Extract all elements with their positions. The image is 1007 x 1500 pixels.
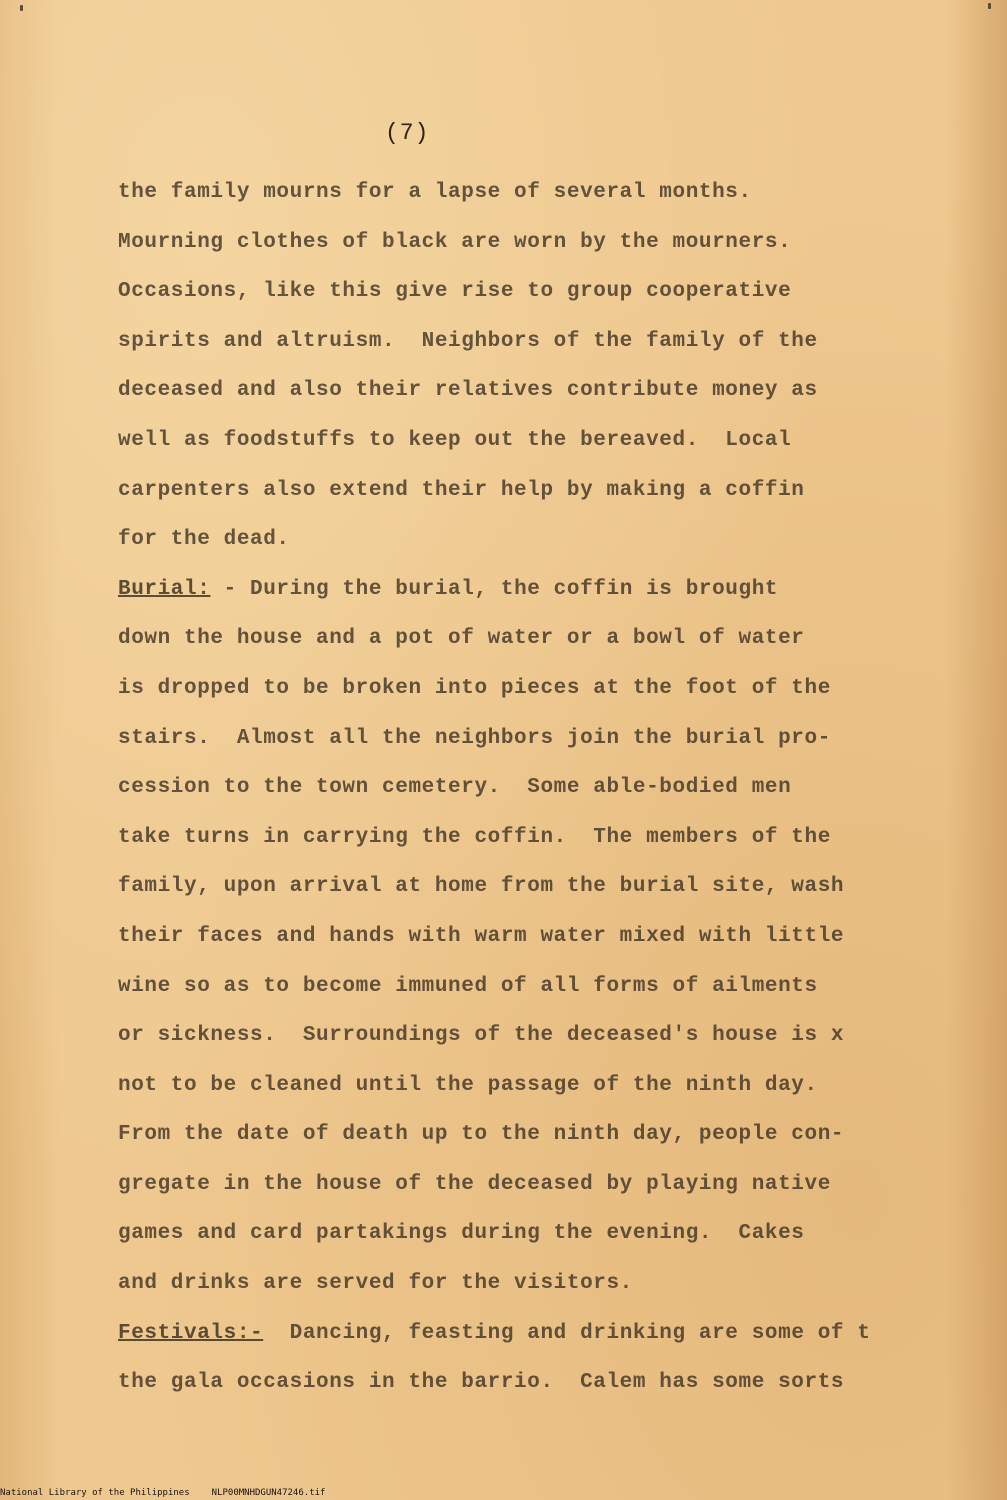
text-line: family, upon arrival at home from the burial site, wash [118, 875, 845, 899]
text-line: Mourning clothes of black are worn by the mourners. [118, 230, 792, 254]
text-line: or sickness. Surroundings of the deceased's house is x [118, 1024, 845, 1048]
text-line-festivals [118, 1309, 978, 1359]
text-line: for the dead. [118, 528, 290, 552]
text-line: cession to the town cemetery. Some able-bodied men [118, 776, 792, 800]
footer-filename: NLP00MNHDGUN47246.tif [211, 1488, 326, 1498]
text-line: is dropped to be broken into pieces at the foot of the [118, 676, 831, 700]
text-line: deceased and also their relatives contribute money as [118, 379, 818, 403]
scan-footer [0, 1488, 347, 1498]
heading-separator [263, 1322, 289, 1345]
text-line: Occasions, like this give rise to group cooperative [118, 280, 792, 304]
heading-separator: - [210, 577, 251, 601]
text-line: carpenters also extend their help by making a coffin [118, 478, 805, 502]
line-text: During the burial, the coffin is brought [250, 577, 779, 601]
line-text: Dancing, feasting and drinking are some of t [289, 1321, 871, 1345]
text-line: spirits and altruism. Neighbors of the family of the [118, 329, 818, 353]
text-line: their faces and hands with warm water mixed with little [118, 924, 845, 948]
text-line: stairs. Almost all the neighbors join the burial pro- [118, 726, 831, 750]
text-line: well as foodstuffs to keep out the bereaved. Local [118, 428, 792, 452]
text-line: gregate in the house of the deceased by playing native [118, 1172, 831, 1196]
text-line: games and card partakings during the evening. Cakes [118, 1222, 805, 1246]
footer-library: National Library of the Philippines [0, 1488, 190, 1498]
text-line: down the house and a pot of water or a bowl of water [118, 627, 805, 651]
text-line: From the date of death up to the ninth day, people con- [118, 1123, 845, 1147]
corner-mark-left [20, 5, 23, 11]
text-line: and drinks are served for the visitors. [118, 1272, 633, 1296]
section-heading-burial: Burial: [118, 577, 211, 601]
body-text [118, 168, 978, 1408]
page-number: (7) [385, 120, 430, 146]
section-heading-festivals: Festivals:- [118, 1321, 264, 1345]
text-line-burial [118, 565, 978, 615]
text-line: the family mourns for a lapse of several months. [118, 181, 752, 204]
text-line: take turns in carrying the coffin. The members of the [118, 825, 831, 849]
corner-mark-right [988, 3, 991, 9]
text-line: wine so as to become immuned of all forms of ailments [118, 974, 818, 998]
text-line: not to be cleaned until the passage of the ninth day. [118, 1073, 818, 1097]
text-line: the gala occasions in the barrio. Calem has some sorts [118, 1371, 845, 1395]
